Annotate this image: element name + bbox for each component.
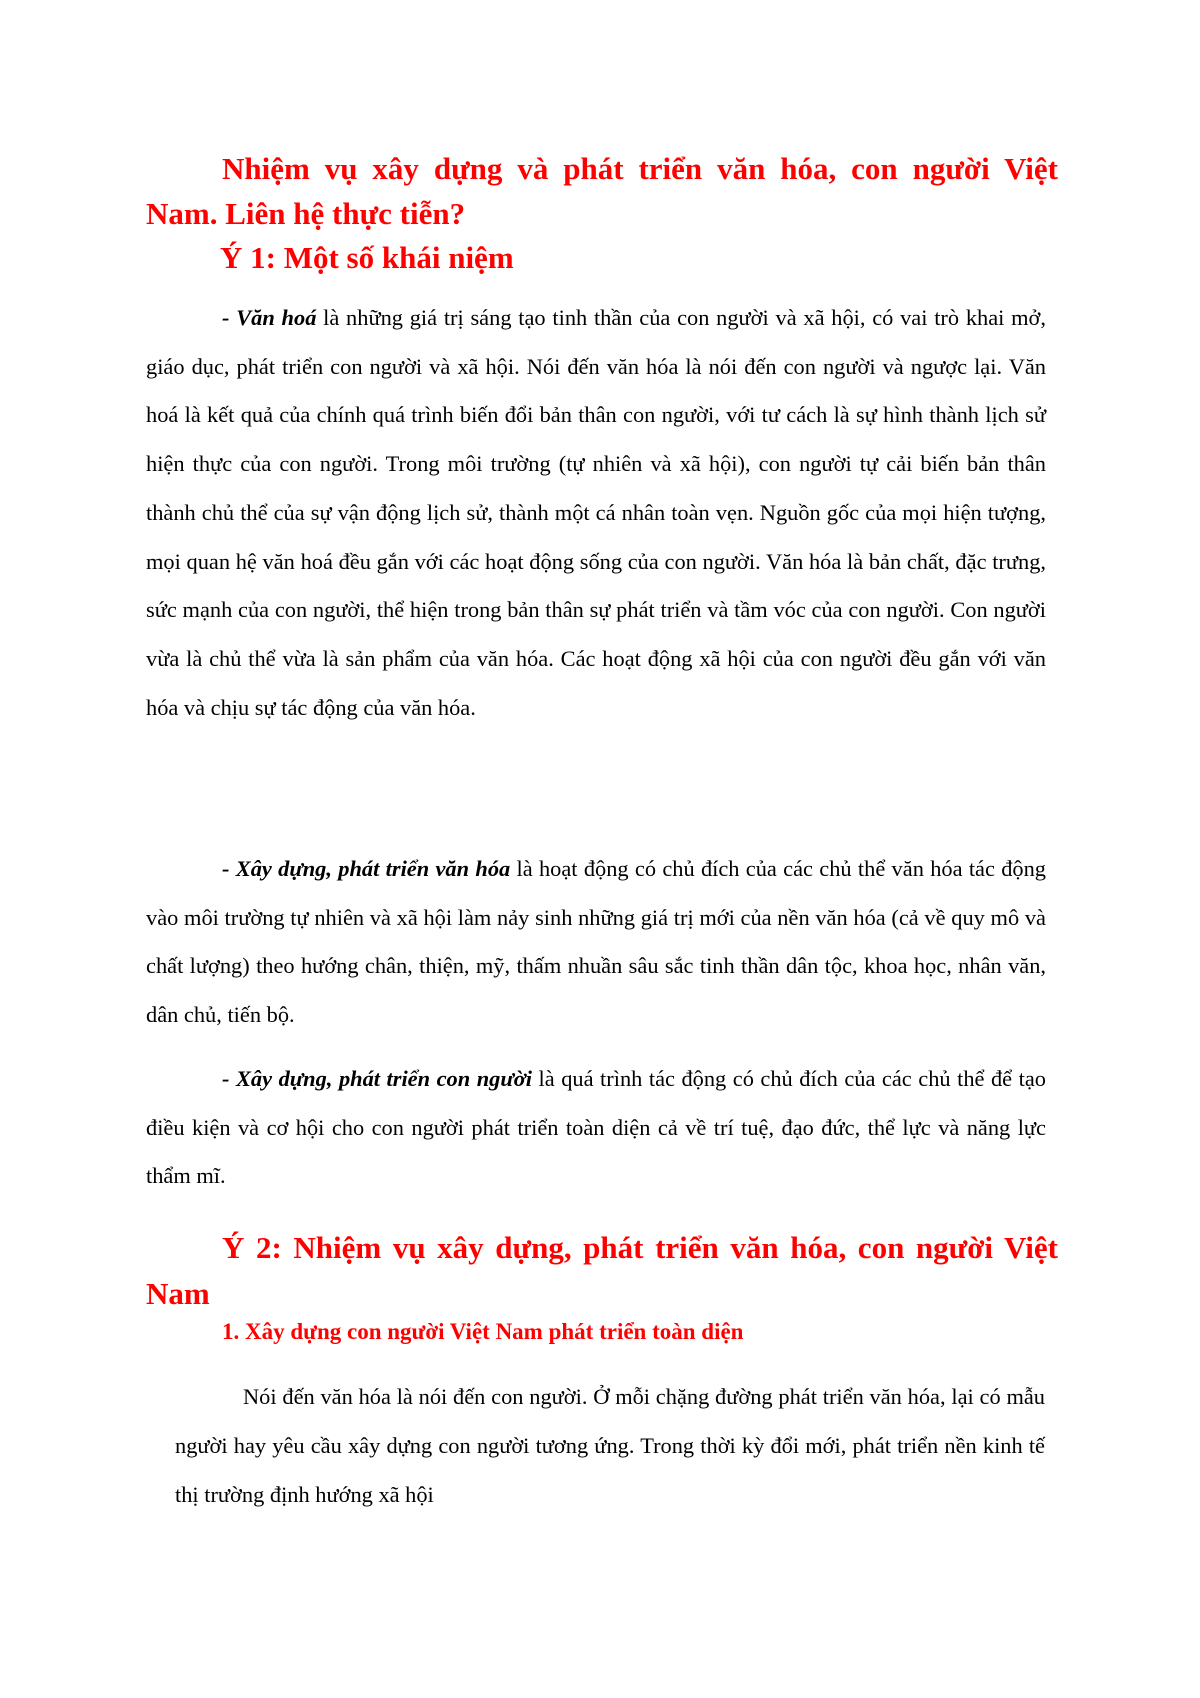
section-2-subheading: 1. Xây dựng con người Việt Nam phát triển toàn diện <box>222 1319 744 1344</box>
term-xay-dung-van-hoa: - Xây dựng, phát triển văn hóa <box>222 856 511 881</box>
term-xay-dung-con-nguoi: - Xây dựng, phát triển con người <box>222 1066 532 1091</box>
document-title: Nhiệm vụ xây dựng và phát triển văn hóa, con người Việt Nam. Liên hệ thực tiễn? <box>146 151 1058 231</box>
paragraph-van-hoa-text: là những giá trị sáng tạo tinh thần của con người và xã hội, có vai trò khai mở, giáo dục, phát triển con người và xã hội. Nói đến văn hóa là nói đến con người và ngược lại. Văn hoá là kết quả của chính quá trình biến đổi bản thân con người, với tư cách là sự hình thành lịch sử hiện thực của con người. Trong môi trường (tự nhiên và xã hội), con người tự cải biến bản thân thành chủ thể của sự vận động lịch sử, thành một cá nhân toàn vẹn. Nguồn gốc của mọi hiện tượng, mọi quan hệ văn hoá đều gắn với các hoạt động sống của con người. Văn hóa là bản chất, đặc trưng, sức mạnh của con người, thể hiện trong bản thân sự phát triển và tầm vóc của con người. Con người vừa là chủ thể vừa là sản phẩm của văn hóa. Các hoạt động xã hội của con người đều gắn với văn hóa và chịu sự tác động của văn hóa. <box>146 305 1046 720</box>
paragraph-xay-dung-con-nguoi <box>146 1055 1046 1201</box>
paragraph-xay-dung-van-hoa-text: là hoạt động có chủ đích của các chủ thể văn hóa tác động vào môi trường tự nhiên và xã hội làm nảy sinh những giá trị mới của nền văn hóa (cả về quy mô và chất lượng) theo hướng chân, thiện, mỹ, thấm nhuần sâu sắc tinh thần dân tộc, khoa học, nhân văn, dân chủ, tiến bộ. <box>146 856 1046 1028</box>
paragraph-xay-dung-van-hoa <box>146 845 1046 1040</box>
paragraph-van-hoa <box>146 294 1046 732</box>
section-2-heading: Ý 2: Nhiệm vụ xây dựng, phát triển văn hóa, con người Việt Nam <box>146 1230 1058 1311</box>
paragraph-con-nguoi: Nói đến văn hóa là nói đến con người. Ở mỗi chặng đường phát triển văn hóa, lại có mẫu người hay yêu cầu xây dựng con người tương ứng. Trong thời kỳ đổi mới, phát triển nền kinh tế thị trường định hướng xã hội <box>175 1384 1045 1507</box>
section-1-heading: Ý 1: Một số khái niệm <box>220 240 514 275</box>
term-van-hoa: - Văn hoá <box>222 305 317 330</box>
paragraph-xay-dung-con-nguoi-text: là quá trình tác động có chủ đích của các chủ thể để tạo điều kiện và cơ hội cho con người phát triển toàn diện cả về trí tuệ, đạo đức, thể lực và năng lực thẩm mĩ. <box>146 1066 1046 1189</box>
